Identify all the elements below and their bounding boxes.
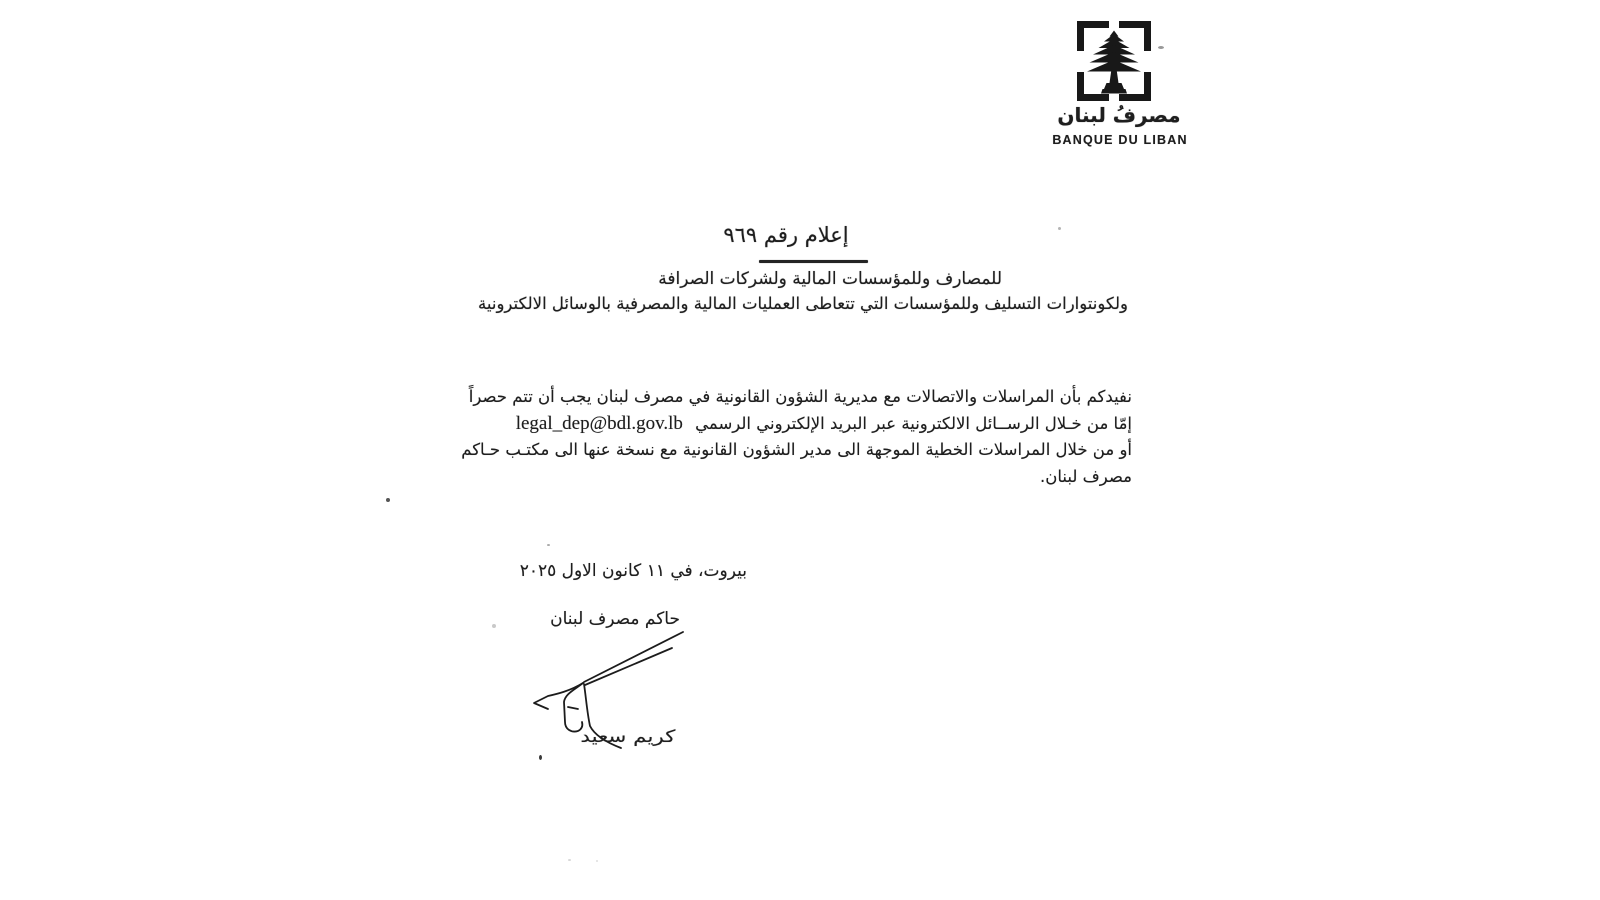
body-paragraph: [461, 384, 1132, 490]
body-line-2-text: إمّا من خـلال الرســائل الالكترونية عبر البريد الإلكتروني الرسمي: [695, 413, 1132, 433]
scan-speck: [596, 860, 598, 862]
governor-name: كريم سعيد: [579, 727, 675, 747]
governor-title: حاكم مصرف لبنان: [550, 609, 680, 629]
scan-speck: [1058, 227, 1061, 230]
title-underline: [759, 260, 868, 263]
scan-speck: [539, 755, 542, 760]
scan-speck: [547, 544, 550, 546]
addressee-line-1: للمصارف وللمؤسسات المالية ولشركات الصرافة: [658, 269, 1002, 289]
notice-number-title: إعلام رقم ٩٦٩: [723, 223, 849, 247]
scan-speck: [568, 859, 571, 861]
body-line-3: أو من خلال المراسلات الخطية الموجهة الى مدير الشؤون القانونية مع نسخة عنها الى مكتـب حـاكم: [461, 440, 1132, 459]
scan-speck: [492, 624, 496, 628]
addressee-line-2: ولكونتوارات التسليف وللمؤسسات التي تتعاطى العمليات المالية والمصرفية بالوسائل الالكترونية: [478, 294, 1128, 313]
scan-speck: [1158, 46, 1164, 49]
logo-wordmark-latin: BANQUE DU LIBAN: [1052, 133, 1188, 147]
body-line-4: مصرف لبنان.: [1040, 466, 1132, 486]
body-line-1: نفيدكم بأن المراسلات والاتصالات مع مديرية الشؤون القانونية في مصرف لبنان يجب أن تتم حصراً: [468, 387, 1132, 406]
logo-wordmark-arabic: مصرفُ لبنان: [1057, 103, 1181, 127]
dateline: بيروت، في ١١ كانون الاول ٢٠٢٥: [519, 561, 747, 581]
scan-speck: [386, 498, 390, 502]
body-line-2: [461, 411, 1132, 438]
legal-dept-email: legal_dep@bdl.gov.lb: [515, 412, 683, 434]
bdl-cedar-logo-icon: [1077, 21, 1151, 101]
